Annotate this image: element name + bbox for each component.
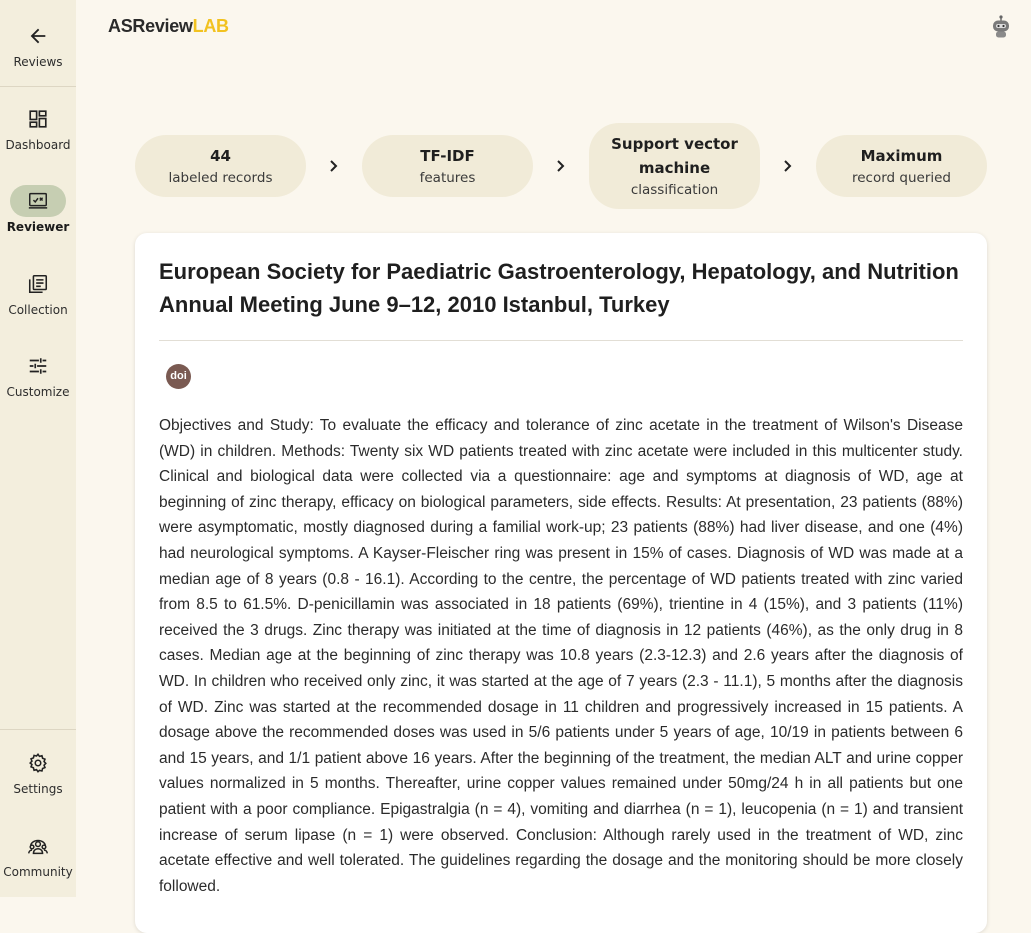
sidebar-item-label: Community (3, 865, 73, 879)
chevron-right-icon (554, 159, 568, 173)
sidebar-item-label: Customize (6, 385, 70, 399)
gear-icon (10, 747, 66, 779)
pipeline-step-subtitle: classification (630, 182, 719, 198)
pipeline-step-title: Support vector machine (611, 135, 738, 177)
pipeline-step-labeled-records (135, 135, 306, 197)
brand-name: ASReview (108, 16, 193, 36)
sidebar-item-dashboard[interactable] (0, 103, 76, 152)
robot-avatar-icon[interactable] (990, 14, 1012, 40)
pipeline-step-subtitle: features (419, 170, 476, 186)
sidebar-item-settings[interactable] (0, 747, 76, 796)
card-divider (159, 340, 963, 341)
sidebar-divider (0, 729, 76, 730)
brand-accent: LAB (192, 16, 229, 36)
sidebar-item-label: Collection (8, 303, 68, 317)
pipeline-step-subtitle: labeled records (168, 170, 273, 186)
labeled-records-count: 44 (210, 147, 231, 165)
sidebar (0, 0, 76, 897)
sidebar-item-label: Settings (13, 782, 63, 796)
community-icon (10, 830, 66, 862)
sidebar-item-community[interactable] (0, 830, 76, 879)
reviewer-icon (10, 185, 66, 217)
record-card (135, 233, 987, 933)
sidebar-item-label: Reviews (13, 55, 63, 69)
doi-icon[interactable]: doi (166, 364, 191, 389)
app-logo[interactable] (108, 16, 229, 37)
record-title: European Society for Paediatric Gastroenterology, Hepatology, and Nutrition Annual Meeting June 9–12, 2010 Istanbul, Turkey (159, 259, 959, 317)
pipeline-step-subtitle: record queried (851, 170, 952, 186)
dashboard-icon (10, 103, 66, 135)
pipeline-step-title: TF-IDF (420, 147, 475, 165)
record-abstract: Objectives and Study: To evaluate the efficacy and tolerance of zinc acetate in the treatment of Wilson's Disease (WD) in children. Methods: Twenty six WD patients treated with zinc acetate were included in this multicenter study. Clinical and biological data were collected via a questionnaire: age and symptoms at diagnosis of WD, age at beginning of zinc therapy, efficacy on biological parameters, side effects. Results: At presentation, 23 patients (88%) were asymptomatic, mostly diagnosed during a familial work-up; 23 patients (88%) had liver disease, and one (4%) had neurological symptoms. A Kayser-Fleischer ring was present in 15% of cases. Diagnosis of WD was made at a median age of 8 years (0.8 - 16.1). According to the centre, the percentage of WD patients treated with zinc varied from 8.5 to 61.5%. D-penicillamin was associated in 18 patients (69%), trientine in 4 (15%), and 3 patients (11%) received the 3 drugs. Zinc therapy was initiated at the time of diagnosis in 12 patients (46%), as the only drug in 8 cases. Median age at the beginning of zinc therapy was 10.8 years (2.3-12.3) and 2.6 years after the diagnosis of WD. In children who received only zinc, it was started at the age of 7 years (2.3 - 11.1), 5 months after the diagnosis of WD. Zinc was started at the recommended dosage in 11 children and progressively increased in 15 patients. A dosage above the recommended doses was used in 5/6 patients under 5 years of age, 10/19 in patients between 6 and 15 years, and 1/1 patient above 16 years. After the beginning of the treatment, the median ALT and urine copper values normalized in 5 months. Thereafter, urine copper values remained under 50mg/24 h in all patients but one patient with a poor compliance. Epigastralgia (n = 4), vomiting and diarrhea (n = 1), leucopenia (n = 1) and transient increase of serum lipase (n = 1) were observed. Conclusion: Although rarely used in the treatment of WD, zinc acetate effective and well tolerated. The guidelines regarding the dosage and the monitoring should be more closely followed. (159, 417, 963, 895)
pipeline-step-title: Maximum (860, 147, 943, 165)
pipeline-step-query (816, 135, 987, 197)
sidebar-item-label: Reviewer (6, 220, 70, 234)
pipeline-step-classification (589, 123, 760, 209)
pipeline-step-features (362, 135, 533, 197)
sidebar-item-customize[interactable] (0, 350, 76, 399)
arrow-left-icon (10, 20, 66, 52)
sidebar-item-label: Dashboard (5, 138, 71, 152)
sidebar-item-reviews[interactable] (0, 20, 76, 69)
sidebar-item-reviewer[interactable] (0, 185, 76, 234)
chevron-right-icon (327, 159, 341, 173)
tune-icon (10, 350, 66, 382)
collection-icon (10, 268, 66, 300)
sidebar-divider (0, 86, 76, 87)
sidebar-item-collection[interactable] (0, 268, 76, 317)
chevron-right-icon (781, 159, 795, 173)
